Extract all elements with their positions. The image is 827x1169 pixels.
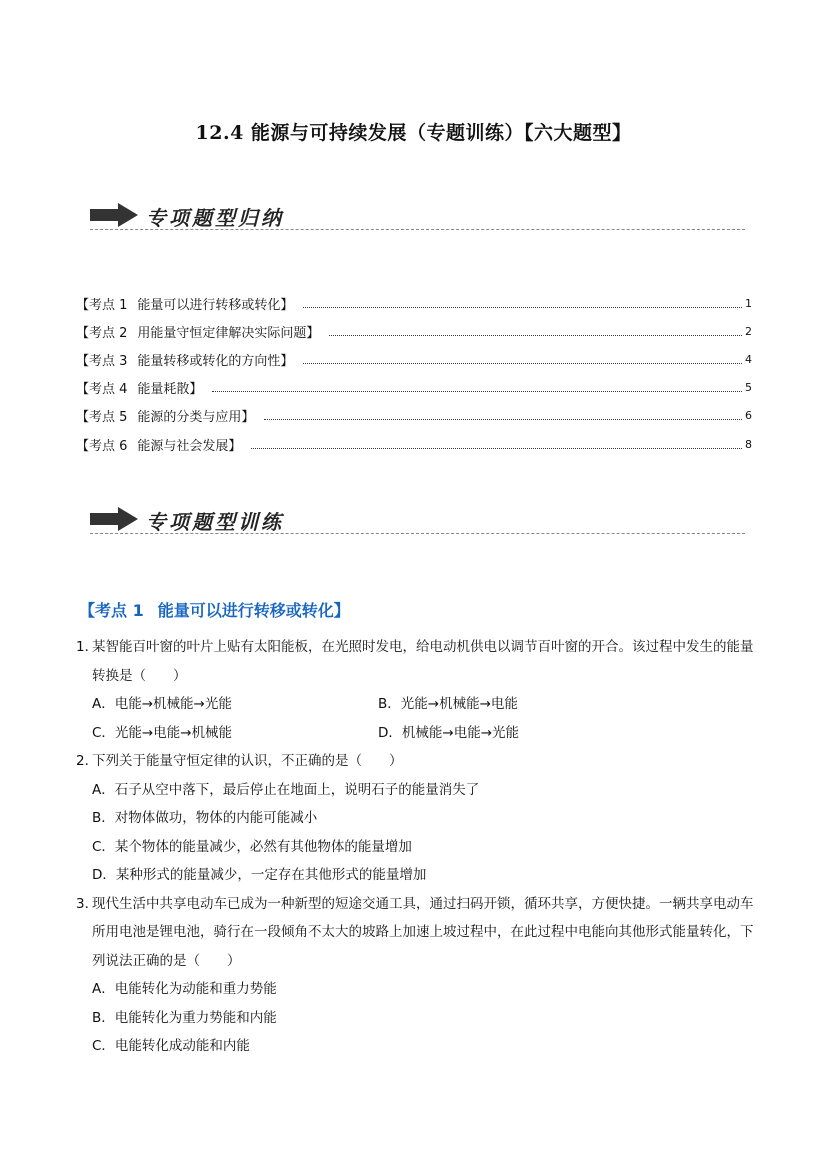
document-title: 12.4 能源与可持续发展（专题训练）【六大题型】 bbox=[195, 122, 632, 144]
table-of-contents bbox=[76, 289, 752, 458]
toc-item-topic: 能量可以进行转移或转化】 bbox=[137, 297, 294, 313]
toc-item-page: 8 bbox=[745, 437, 752, 451]
question-number: 1． bbox=[76, 639, 99, 655]
arrow-right-icon bbox=[90, 507, 140, 531]
banner-divider bbox=[90, 533, 745, 534]
answer-option[interactable]: C．某个物体的能量减少，必然有其他物体的能量增加 bbox=[92, 838, 412, 855]
toc-item-tag: 【考点 6 bbox=[76, 438, 128, 454]
question-stem: 某智能百叶窗的叶片上贴有太阳能板，在光照时发电，给电动机供电以调节百叶窗的开合。该过程中发生的能量转换是（ ） bbox=[92, 639, 754, 684]
toc-item-topic: 能源与社会发展】 bbox=[137, 438, 242, 454]
answer-option[interactable]: B．对物体做功，物体的内能可能减小 bbox=[92, 810, 318, 826]
question-stem: 下列关于能量守恒定律的认识，不正确的是（ ） bbox=[92, 753, 403, 769]
banner-training-label: 专项题型训练 bbox=[146, 510, 284, 534]
answer-option[interactable]: B．电能转化为重力势能和内能 bbox=[92, 1009, 277, 1026]
toc-item-page: 4 bbox=[745, 352, 752, 366]
answer-option[interactable]: A．石子从空中落下，最后停止在地面上，说明石子的能量消失了 bbox=[92, 781, 480, 798]
answer-option[interactable]: C．光能→电能→机械能 bbox=[92, 724, 233, 741]
toc-item-tag: 【考点 4 bbox=[76, 382, 128, 398]
toc-item-page: 6 bbox=[745, 409, 752, 423]
arrow-right-icon bbox=[90, 203, 140, 227]
toc-item-tag: 【考点 1 bbox=[76, 297, 128, 313]
toc-item-topic: 用能量守恒定律解决实际问题】 bbox=[137, 325, 320, 341]
answer-option[interactable]: B．光能→机械能→电能 bbox=[378, 696, 518, 712]
toc-item[interactable] bbox=[76, 345, 752, 373]
toc-item-page: 1 bbox=[745, 296, 752, 310]
section-heading bbox=[79, 598, 350, 621]
toc-item-topic: 能量耗散】 bbox=[137, 382, 203, 398]
section-tag: 【考点 1 bbox=[79, 601, 144, 620]
toc-item-page: 2 bbox=[745, 324, 752, 338]
toc-item[interactable] bbox=[76, 430, 752, 458]
toc-item[interactable] bbox=[76, 402, 752, 430]
toc-leader bbox=[212, 381, 742, 392]
answer-option[interactable]: D．机械能→电能→光能 bbox=[378, 724, 520, 741]
banner-divider bbox=[90, 229, 745, 230]
answer-option[interactable]: A．电能转化为动能和重力势能 bbox=[92, 981, 277, 997]
toc-item[interactable] bbox=[76, 289, 752, 317]
toc-item-tag: 【考点 3 bbox=[76, 353, 128, 369]
question bbox=[76, 747, 756, 890]
answer-option[interactable]: C．电能转化成动能和内能 bbox=[92, 1038, 250, 1054]
answer-option[interactable]: D．某种形式的能量减少，一定存在其他形式的能量增加 bbox=[92, 867, 427, 883]
question-number: 2． bbox=[76, 753, 99, 769]
toc-leader bbox=[264, 409, 742, 420]
toc-leader bbox=[251, 438, 742, 449]
toc-item[interactable] bbox=[76, 374, 752, 402]
toc-leader bbox=[329, 325, 742, 336]
question-number: 3． bbox=[76, 895, 99, 912]
answer-option[interactable]: A．电能→机械能→光能 bbox=[92, 696, 232, 712]
section-topic: 能量可以进行转移或转化】 bbox=[157, 601, 350, 620]
toc-item-topic: 能量转移或转化的方向性】 bbox=[137, 353, 294, 369]
question bbox=[76, 890, 756, 1061]
toc-item-tag: 【考点 2 bbox=[76, 325, 128, 341]
question-stem: 现代生活中共享电动车已成为一种新型的短途交通工具，通过扫码开锁，循环共享，方便快捷。一辆共享电动车所用电池是锂电池，骑行在一段倾角不太大的坡路上加速上坡过程中，在此过程中电能向其他形式能量转化，下列说法正确的是（ ） bbox=[92, 895, 754, 969]
toc-leader bbox=[303, 297, 742, 308]
toc-leader bbox=[303, 353, 742, 364]
toc-item-tag: 【考点 5 bbox=[76, 410, 128, 426]
toc-item[interactable] bbox=[76, 317, 752, 345]
banner-summary bbox=[90, 201, 750, 241]
banner-summary-label: 专项题型归纳 bbox=[146, 206, 284, 230]
toc-item-page: 5 bbox=[745, 381, 752, 395]
question bbox=[76, 633, 756, 747]
toc-item-topic: 能源的分类与应用】 bbox=[137, 410, 255, 426]
question-list bbox=[76, 633, 756, 1061]
banner-training bbox=[90, 505, 750, 545]
